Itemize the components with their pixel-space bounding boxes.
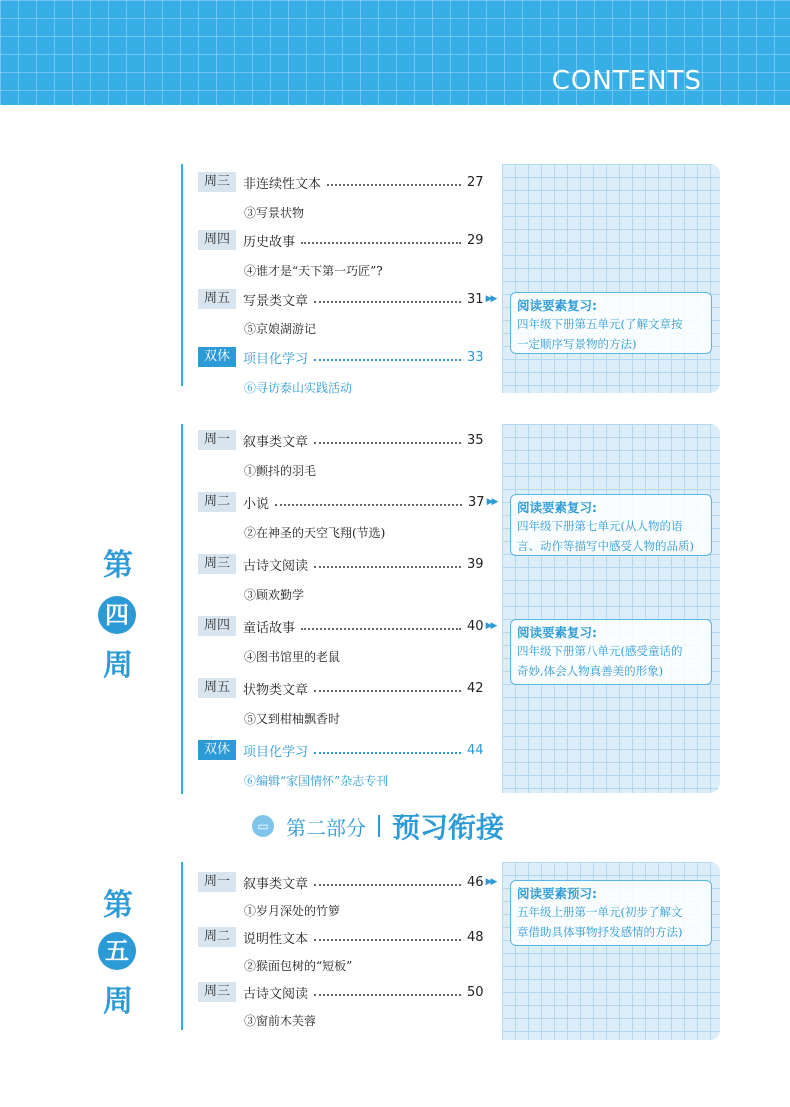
page-number: 35 [467,432,484,448]
entry-title: 古诗文阅读 [243,558,309,574]
day-badge: 周三 [198,172,236,192]
page-number: 46 [467,874,484,890]
day-badge: 周四 [198,616,236,636]
entry-subtitle[interactable]: ③写景状物 [244,206,305,220]
day-badge: 周一 [198,872,236,892]
arrow-right-icon: ▶▶ [485,294,496,304]
reading-note [510,619,712,685]
entry-subtitle[interactable]: ⑤又到柑柚飘香时 [244,712,341,726]
toc-entry[interactable] [198,429,484,451]
reading-note [510,292,712,354]
leader-dots [301,628,461,630]
leader-dots [314,884,461,886]
page-number: 29 [467,232,484,248]
reading-note [510,880,712,946]
day-badge: 周二 [198,927,236,947]
entry-title: 项目化学习 [243,351,309,367]
page-number: 33 [467,349,484,365]
page-number: 27 [467,174,484,190]
day-badge: 周五 [198,289,236,309]
toc-entry[interactable] [198,171,484,193]
toc-entry[interactable] [198,871,495,893]
leader-dots [314,301,461,303]
grid-panel-week4-top [502,164,720,393]
toc-entry[interactable] [198,288,495,310]
section-part: 第二部分 [286,815,366,840]
book-icon: ▭ [252,815,274,837]
toc-entry[interactable] [198,491,496,513]
page-number: 37 [468,494,485,510]
day-badge: 周二 [198,492,236,512]
grid-panel-week4 [502,424,720,793]
note-line: 章借助具体事物抒发感情的方法) [517,925,683,939]
page-number: 44 [467,742,484,758]
entry-title: 古诗文阅读 [243,986,309,1002]
toc-entry[interactable] [198,926,484,948]
toc-entry[interactable] [198,553,484,575]
entry-subtitle[interactable]: ①颤抖的羽毛 [244,464,317,478]
note-line: 五年级上册第一单元(初步了解文 [517,905,683,919]
entry-subtitle[interactable]: ⑤京娘湖游记 [244,322,317,336]
note-title: 阅读要素复习: [517,625,597,640]
entry-subtitle[interactable]: ⑥编辑“家国情怀”杂志专刊 [244,774,389,788]
day-badge: 周三 [198,554,236,574]
page-number: 48 [467,929,484,945]
header-banner [0,0,790,105]
toc-entry[interactable] [198,346,484,368]
day-badge: 双休 [198,347,236,367]
section-divider [378,815,380,837]
week-label-bottom: 周 [103,648,133,683]
page-number: 50 [467,984,484,1000]
entry-title: 童话故事 [243,620,296,636]
week-label-bottom: 周 [103,984,133,1019]
week-label-top: 第 [103,548,133,583]
entry-title: 历史故事 [243,234,296,250]
section-name: 预习衔接 [392,811,505,844]
leader-dots [314,690,461,692]
entry-subtitle[interactable]: ②猴面包树的“短板” [244,959,353,973]
entry-title: 项目化学习 [243,744,309,760]
entry-title: 非连续性文本 [243,176,322,192]
page-number: 40 [467,618,484,634]
day-badge: 周一 [198,430,236,450]
leader-dots [314,752,461,754]
day-badge: 周三 [198,982,236,1002]
note-line: 奇妙,体会人物真善美的形象) [517,664,664,678]
divider-line [181,164,183,386]
entry-title: 叙事类文章 [243,876,309,892]
entry-title: 叙事类文章 [243,434,309,450]
day-badge: 周五 [198,678,236,698]
entry-subtitle[interactable]: ②在神圣的天空飞翔(节选) [244,526,386,540]
leader-dots [301,242,461,244]
toc-entry[interactable] [198,677,484,699]
leader-dots [314,359,461,361]
note-title: 阅读要素预习: [517,886,597,901]
note-line: 言、动作等描写中感受人物的品质) [517,539,694,553]
page-number: 42 [467,680,484,696]
reading-note [510,494,712,556]
leader-dots [314,994,461,996]
week-number-badge: 四 [98,596,136,634]
toc-entry[interactable] [198,981,484,1003]
entry-subtitle[interactable]: ③顾欢勤学 [244,588,305,602]
page-number: 31 [467,291,484,307]
toc-entry[interactable] [198,615,495,637]
week-label-top: 第 [103,888,133,923]
day-badge: 周四 [198,230,236,250]
leader-dots [314,566,461,568]
divider-line [181,424,183,794]
page-number: 39 [467,556,484,572]
note-line: 四年级下册第八单元(感受童话的 [517,644,683,658]
note-line: 四年级下册第七单元(从人物的语 [517,519,683,533]
leader-dots [275,504,462,506]
arrow-right-icon: ▶▶ [485,621,496,631]
arrow-right-icon: ▶▶ [486,497,497,507]
note-line: 四年级下册第五单元(了解文章按 [517,317,683,331]
note-title: 阅读要素复习: [517,298,597,313]
day-badge: 双休 [198,740,236,760]
entry-title: 状物类文章 [243,682,309,698]
entry-title: 小说 [243,496,270,512]
contents-title: CONTENTS [551,66,702,96]
leader-dots [314,939,461,941]
leader-dots [327,184,461,186]
toc-entry[interactable] [198,229,484,251]
section-header [252,808,504,844]
divider-line [181,862,183,1030]
toc-entry[interactable] [198,739,484,761]
entry-subtitle[interactable]: ③窗前木芙蓉 [244,1014,317,1028]
week-number-badge: 五 [98,932,136,970]
note-title: 阅读要素复习: [517,500,597,515]
entry-subtitle[interactable]: ①岁月深处的竹箩 [244,904,341,918]
entry-title: 说明性文本 [243,931,309,947]
entry-subtitle[interactable]: ④图书馆里的老鼠 [244,650,341,664]
entry-subtitle[interactable]: ⑥寻访泰山实践活动 [244,381,353,395]
entry-subtitle[interactable]: ④谁才是“天下第一巧匠”? [244,264,383,278]
arrow-right-icon: ▶▶ [485,877,496,887]
note-line: 一定顺序写景物的方法) [517,337,637,351]
leader-dots [314,442,461,444]
entry-title: 写景类文章 [243,293,309,309]
